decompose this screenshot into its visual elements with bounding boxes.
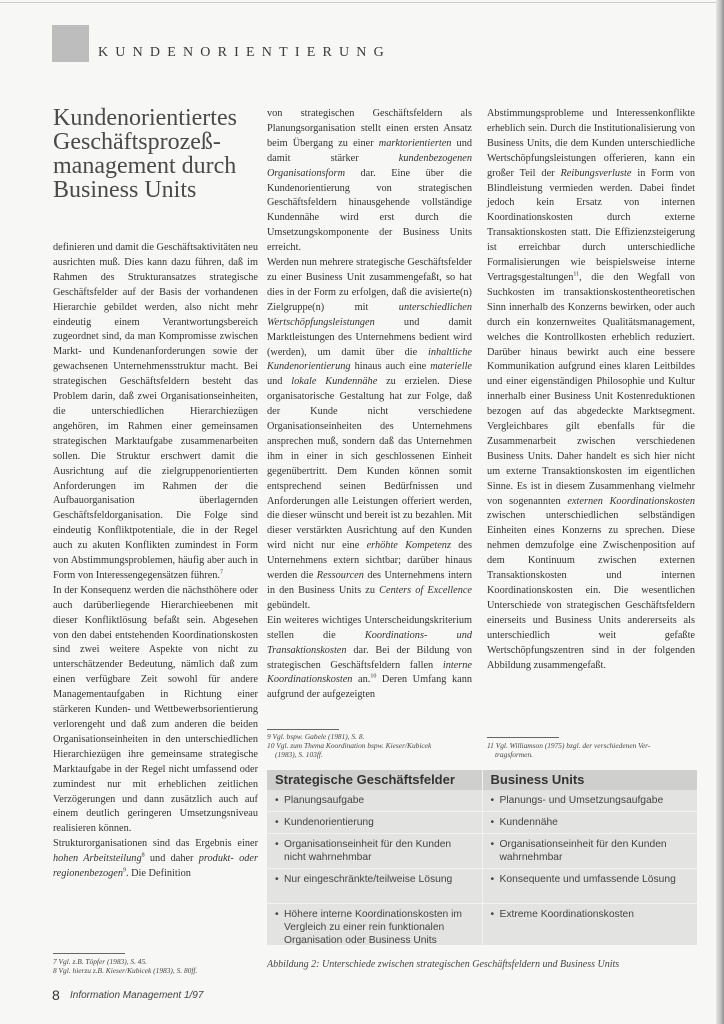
footnotes-col2 <box>267 732 431 759</box>
article-title <box>53 106 253 202</box>
bullet-icon: • <box>275 909 279 920</box>
bullet-icon: • <box>275 817 279 828</box>
figure-row: • Konsequente und umfassende Lösung <box>483 869 698 904</box>
bullet-icon: • <box>275 839 279 850</box>
title-line: management durch <box>53 153 237 179</box>
bullet-icon: • <box>490 839 495 850</box>
figure-column-header: Business Units <box>483 770 698 790</box>
bullet-icon: • <box>490 874 495 885</box>
journal-name: Information Management 1/97 <box>70 990 204 1001</box>
footnote-10-cont: (1983), S. 103ff. <box>275 750 323 759</box>
title-line: Business Units <box>53 177 197 203</box>
bullet-icon: • <box>490 909 495 920</box>
bullet-icon: • <box>490 817 495 828</box>
body-column-3 <box>487 107 695 673</box>
figure-column-header: Strategische Geschäftsfelder <box>267 770 482 790</box>
bullet-icon: • <box>490 795 495 806</box>
footnote-rule <box>53 953 125 954</box>
figure-row: • Höhere interne Koordinationskosten im Vergleich zu einer rein funktionalen Organisation oder Business Units <box>275 909 463 946</box>
comparison-figure <box>267 770 697 945</box>
figure-caption: Abbildung 2: Unterschiede zwischen strategischen Geschäftsfeldern und Business Units <box>267 959 620 970</box>
top-rule <box>0 2 724 3</box>
footnotes-col3 <box>487 741 650 759</box>
paragraph: Werden nun mehrere strategische Geschäftsfelder zu einer Business Unit zusammengefaßt, so hat dies in der Form zu erfolgen, daß die avisierte(n) Zielgruppe(n) mit unterschiedlichen Wertschöpfungsleistungen und damit Marktleistungen des Unternehmens bedient wird (werden), um damit über die inhaltliche Kundenorientierung hinaus auch eine materielle und lokale Kundennähe zu erzielen. Diese organisatorische Gestaltung hat zur Folge, daß der Kunde nicht verschiedene Organisationseinheiten des Unternehmens ansprechen muß, sondern daß das Unternehmen ihm in einer in sich geschlossenen Einheit gegenübertritt. Dem Kunden können somit entsprechend seinen Bedürfnissen und Anforderungen alle Leistungen offeriert werden, die dieser wünscht und bereit ist zu bezahlen. Mit dieser verstärkten Ausrichtung auf den Kunden wird nicht nur eine erhöhte Kompetenz des Unternehmens extern sichtbar; darüber hinaus werden die Ressourcen des Unternehmens intern in den Business Units zu Centers of Excellence gebündelt. <box>267 257 473 611</box>
footnote-11: 11 Vgl. Williamson (1975) bzgl. der verschiedenen Ver- <box>487 741 651 750</box>
paragraph: Strukturorganisationen sind das Ergebnis einer hohen Arbeitsteilung$^8$ und daher produkt- oder regionenbezogen$^9$. Die Definition <box>53 838 258 880</box>
bullet-icon: • <box>275 874 279 885</box>
footnote-rule <box>487 737 559 738</box>
figure-row: • Planungsaufgabe <box>267 790 482 812</box>
footnote-8: 8 Vgl. hierzu z.B. Kieser/Kubicek (1983), S. 80ff. <box>53 966 198 975</box>
footnote-11-cont: tragsformen. <box>495 750 533 759</box>
section-marker-square <box>52 25 89 62</box>
figure-column-strategic-business-fields <box>267 770 483 945</box>
footnote-9: 9 Vgl. bspw. Gabele (1981), S. 8. <box>267 732 365 741</box>
body-column-1 <box>53 241 258 882</box>
title-line: Kundenorientiertes <box>53 105 237 131</box>
body-column-2 <box>267 107 472 703</box>
footnote-10: 10 Vgl. zum Thema Koordination bspw. Kieser/Kubicek <box>267 741 432 750</box>
section-heading: KUNDENORIENTIERUNG <box>98 45 391 60</box>
figure-row: • Kundennähe <box>483 812 698 834</box>
footnote-rule <box>267 729 339 730</box>
footnote-7: 7 Vgl. z.B. Töpfer (1983), S. 45. <box>53 957 148 966</box>
paragraph: Abstimmungsprobleme und Interessenkonflikte erheblich sein. Durch die Institutionalisierung von Business Units, die dem Kunden unterschiedliche Wertschöpfungsleistungen offerieren, kann ein großer Teil der Reibungsverluste in Form von Blindleistung vermieden werden. Dabei findet jedoch kein Ersatz von internen Koordinationskosten durch externe Transaktionskosten statt. Die Effizienzsteigerung ist erreichbar durch unterschiedliche Formalisierungen wie beispielsweise interne Vertragsgestaltungen$^{11}$, die den Wegfall von Suchkosten im transaktionskostentheoretischen Sinn innerhalb des Konzerns bewirken, oder auch durch ein konzernweites Qualitätsmanagement, welches die Kontrollkosten erheblich reduziert. Darüber hinaus bewirkt auch eine bessere Kommunikation aufgrund eines klaren Leitbildes und einer eigenständigen Philosophie und Kultur innerhalb einer Business Unit Kostenreduktionen bezogen auf das abgedeckte Marktsegment. Vergleichbares gilt ebenfalls für die Zusammenarbeit zwischen verschiedenen Business Units. Daher handelt es sich hier nicht um externe Transaktionskosten im eigentlichen Sinne. Es ist in diesem Zusammenhang vielmehr von sogenannten externen Koordinationskosten zwischen unterschiedlichen selbständigen Einheiten eines Konzerns zu sprechen. Diese nehmen demzufolge eine Zwischenposition auf dem Kontinuum zwischen externen Transaktionskosten und internen Koordinationskosten ein. Die wesentlichen Unterschiede von strategischen Geschäftsfeldern einerseits und Business Units andererseits als unterschiedlich weit gefaßte Wertschöpfungszentren sind in der folgenden Abbildung zusammengefaßt. <box>487 108 695 671</box>
figure-row: • Kundenorientierung <box>267 812 482 834</box>
figure-column-business-units <box>483 770 698 945</box>
title-line: Geschäftsprozeß- <box>53 129 221 155</box>
figure-row: • Organisationseinheit für den Kunden wahrnehmbar <box>483 834 698 869</box>
paragraph: In der Konsequenz werden die nächsthöhere oder auch darüberliegende Hierarchieebenen mit dieser Konfliktlösung befaßt sein. Abgesehen von den dabei entstehenden Koordinationskosten sind zwei weitere Aspekte von nicht zu unterschätzender Bedeutung, nämlich daß zum einen verfügbare Zeit sowohl für andere Managementaufgaben in Richtung einer stärkeren Kunden- und Wettbewerbsorientierung verlorengeht und daß zum anderen die beiden Organisationseinheiten in den unterschiedlichen Hierarchiezügen ihre gemeinsame strategische Marktaufgabe in der Regel nicht umfassend oder zumindest nur mit erheblichen zeitlichen Verzögerungen und dann zusätzlich auch auf einem deutlich geringeren Umsetzungsniveau realisieren können. <box>53 584 258 835</box>
figure-row: • Extreme Koordinationskosten <box>483 904 698 951</box>
bullet-icon: • <box>275 795 279 806</box>
figure-row: • Planungs- und Umsetzungsaufgabe <box>483 790 698 812</box>
page-edge-shadow <box>716 0 724 1024</box>
paragraph: von strategischen Geschäftsfeldern als Planungsorganisation stellt einen ersten Ansatz beim Übergang zu einer marktorientierten und damit stärker kundenbezogenen Organisationsform dar. Eine über die Kundenorientierung von strategischen Geschäftsfeldern hinausgehende vollständige Kundennähe wird erst durch die Umsetzungskomponente der Business Units erreicht. <box>267 108 472 254</box>
figure-row: • Organisationseinheit für den Kunden nicht wahrnehmbar <box>267 834 482 869</box>
paragraph: definieren und damit die Geschäftsaktivitäten neu ausrichten muß. Dies kann dazu führen, daß im Rahmen des Strukturansatzes strategische Geschäftsfelder auf der Basis der vorhandenen Hierarchie gebildet werden, also nicht mehr eindeutig einem Verantwortungsbereich zugeordnet sind, da man Kompromisse zwischen Markt- und Kundenanforderungen sowie der gewachsenen Unternehmensstruktur macht. Bei strategischen Geschäftsfeldern besteht das Problem darin, daß zwei Organisationseinheiten, die unterschiedlichen Hierarchiezügen angehören, im Rahmen einer gemeinsamen strategischen Marktaufgabe zusammenarbeiten sollen. Die Struktur erschwert damit die Ausrichtung auf die zielgruppenorientierten Anforderungen im Rahmen der die Aufbauorganisation überlagernden Geschäftsfeldorganisation. Die Folge sind eindeutig Konfliktpotentiale, die in der Regel auch zu akuten Konflikten zumindest in Form von Abstimmungsproblemen, häufig aber auch in Form von Interessengegensätzen führen.$^7$ <box>53 242 259 581</box>
paragraph: Ein weiteres wichtiges Unterscheidungskriterium stellen die Koordinations- und Transaktionskosten dar. Bei der Bildung von strategischen Geschäftsfeldern fallen interne Koordinationskosten an.$^{10}$ Deren Umfang kann aufgrund der aufgezeigten <box>267 614 473 701</box>
page-number: 8 <box>52 987 60 1003</box>
figure-row: • Nur eingeschränkte/teilweise Lösung <box>267 869 482 904</box>
footnotes-col1 <box>53 957 197 975</box>
